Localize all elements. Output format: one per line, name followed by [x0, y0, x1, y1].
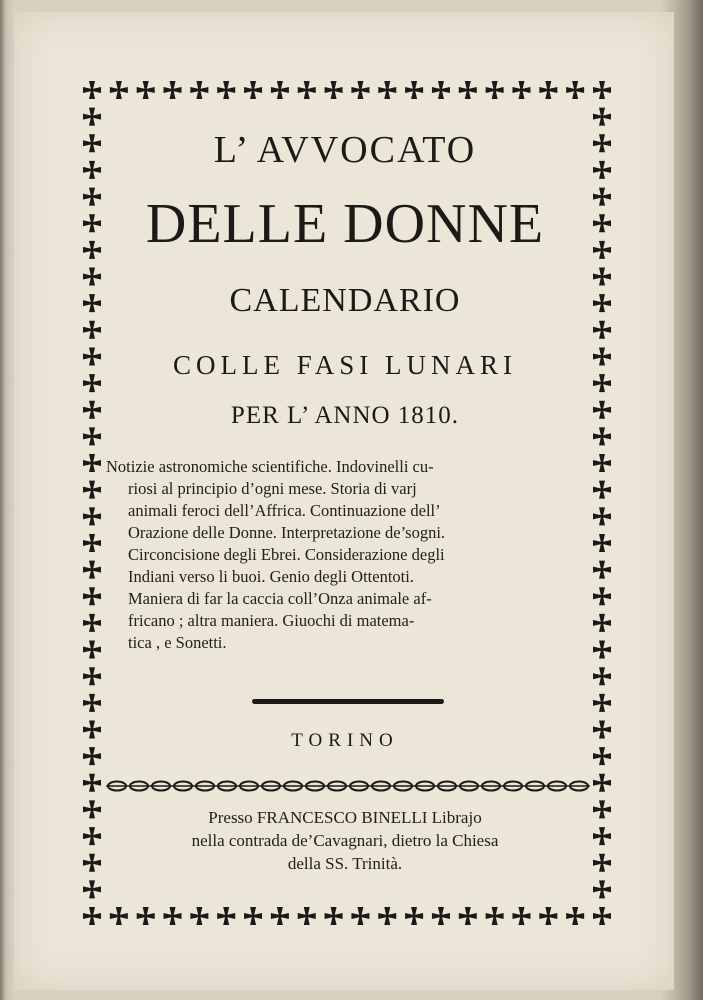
contents-line: Maniera di far la caccia coll’Onza animale af- — [128, 589, 432, 608]
cross-fleuron-icon — [593, 827, 611, 845]
cross-fleuron-icon — [83, 481, 101, 499]
cross-fleuron-icon — [83, 561, 101, 579]
cross-fleuron-icon — [459, 81, 477, 99]
cross-fleuron-icon — [593, 241, 611, 259]
cross-fleuron-icon — [593, 747, 611, 765]
cross-fleuron-icon — [217, 81, 235, 99]
cross-fleuron-icon — [486, 907, 504, 925]
cross-fleuron-icon — [83, 401, 101, 419]
title-line-5: PER L’ ANNO 1810. — [230, 402, 460, 429]
cross-fleuron-icon — [83, 161, 101, 179]
cross-fleuron-icon — [512, 81, 530, 99]
cross-fleuron-icon — [593, 481, 611, 499]
cross-fleuron-icon — [405, 907, 423, 925]
cross-fleuron-icon — [593, 161, 611, 179]
cross-fleuron-icon — [593, 294, 611, 312]
cross-fleuron-icon — [137, 81, 155, 99]
cross-fleuron-icon — [83, 614, 101, 632]
cross-fleuron-icon — [244, 81, 262, 99]
imprint-line: Presso FRANCESCO BINELLI Librajo — [208, 808, 482, 827]
imprint-line: nella contrada de’Cavagnari, dietro la Chiesa — [191, 831, 499, 850]
cross-fleuron-icon — [83, 854, 101, 872]
title-line-2: DELLE DONNE — [145, 193, 545, 255]
cross-fleuron-icon — [486, 81, 504, 99]
cross-fleuron-icon — [593, 214, 611, 232]
cross-fleuron-icon — [83, 641, 101, 659]
cross-fleuron-icon — [593, 427, 611, 445]
cross-fleuron-icon — [378, 81, 396, 99]
contents-line: riosi al principio d’ogni mese. Storia di varj — [128, 479, 417, 498]
cross-fleuron-icon — [566, 907, 584, 925]
contents-line: fricano ; altra maniera. Giuochi di matema- — [128, 611, 415, 630]
cross-fleuron-icon — [593, 561, 611, 579]
cross-fleuron-icon — [110, 907, 128, 925]
cross-fleuron-icon — [244, 907, 262, 925]
cross-fleuron-icon — [593, 401, 611, 419]
cross-fleuron-icon — [432, 81, 450, 99]
divider-rule — [252, 699, 444, 704]
cross-fleuron-icon — [271, 907, 289, 925]
cross-fleuron-icon — [83, 800, 101, 818]
cross-fleuron-icon — [83, 294, 101, 312]
cross-fleuron-icon — [539, 907, 557, 925]
cross-fleuron-icon — [110, 81, 128, 99]
title-line-1: L’ AVVOCATO — [213, 129, 477, 171]
cross-fleuron-icon — [459, 907, 477, 925]
cross-fleuron-icon — [432, 907, 450, 925]
cross-fleuron-icon — [593, 374, 611, 392]
cross-fleuron-icon — [271, 81, 289, 99]
imprint — [100, 806, 590, 875]
cross-fleuron-icon — [164, 81, 182, 99]
cross-fleuron-icon — [351, 907, 369, 925]
cross-fleuron-icon — [325, 907, 343, 925]
title-line-3: CALENDARIO — [229, 282, 461, 319]
cross-fleuron-icon — [83, 188, 101, 206]
cross-fleuron-icon — [190, 81, 208, 99]
cross-fleuron-icon — [83, 694, 101, 712]
cross-fleuron-icon — [593, 534, 611, 552]
cross-fleuron-icon — [593, 907, 611, 925]
cross-fleuron-icon — [593, 880, 611, 898]
cross-fleuron-icon — [405, 81, 423, 99]
contents-line: Circoncisione degli Ebrei. Considerazione degli — [128, 545, 445, 564]
cross-fleuron-icon — [593, 854, 611, 872]
cross-fleuron-icon — [593, 667, 611, 685]
cross-fleuron-icon — [325, 81, 343, 99]
cross-fleuron-icon — [190, 907, 208, 925]
cross-fleuron-icon — [83, 454, 101, 472]
cross-fleuron-icon — [83, 374, 101, 392]
cross-fleuron-icon — [593, 454, 611, 472]
cross-fleuron-icon — [83, 268, 101, 286]
cross-fleuron-icon — [298, 907, 316, 925]
cross-fleuron-icon — [83, 108, 101, 126]
cross-fleuron-icon — [83, 347, 101, 365]
cross-fleuron-icon — [83, 880, 101, 898]
cross-fleuron-icon — [164, 907, 182, 925]
title-line-4: COLLE FASI LUNARI — [173, 350, 517, 380]
contents-line: Indiani verso li buoi. Genio degli Ottentoti. — [128, 567, 414, 586]
cross-fleuron-icon — [378, 907, 396, 925]
imprint-line: della SS. Trinità. — [287, 854, 403, 873]
contents-line: Orazione delle Donne. Interpretazione de’sogni. — [128, 523, 446, 542]
cross-fleuron-icon — [593, 268, 611, 286]
cross-fleuron-icon — [83, 427, 101, 445]
cross-fleuron-icon — [83, 587, 101, 605]
cross-fleuron-icon — [83, 321, 101, 339]
cross-fleuron-icon — [593, 108, 611, 126]
cross-fleuron-icon — [593, 347, 611, 365]
cross-fleuron-icon — [83, 827, 101, 845]
cross-fleuron-icon — [593, 134, 611, 152]
cross-fleuron-icon — [593, 720, 611, 738]
cross-fleuron-icon — [593, 321, 611, 339]
cross-fleuron-icon — [83, 134, 101, 152]
cross-fleuron-icon — [512, 907, 530, 925]
cross-fleuron-icon — [83, 774, 101, 792]
cross-fleuron-icon — [83, 907, 101, 925]
cross-fleuron-icon — [539, 81, 557, 99]
cross-fleuron-icon — [83, 214, 101, 232]
cross-fleuron-icon — [593, 800, 611, 818]
cross-fleuron-icon — [351, 81, 369, 99]
cross-fleuron-icon — [217, 907, 235, 925]
contents-line: Notizie astronomiche scientifiche. Indovinelli cu- — [106, 457, 434, 476]
cross-fleuron-icon — [593, 614, 611, 632]
cross-fleuron-icon — [137, 907, 155, 925]
cross-fleuron-icon — [593, 694, 611, 712]
cross-fleuron-icon — [298, 81, 316, 99]
city-name: TORINO — [291, 730, 399, 751]
contents-line: tica , e Sonetti. — [128, 633, 227, 652]
cross-fleuron-icon — [83, 720, 101, 738]
cross-fleuron-icon — [593, 774, 611, 792]
cross-fleuron-icon — [83, 667, 101, 685]
cross-fleuron-icon — [83, 241, 101, 259]
cross-fleuron-icon — [83, 534, 101, 552]
contents-paragraph — [106, 456, 590, 654]
chain-ornament — [106, 778, 590, 794]
cross-fleuron-icon — [83, 507, 101, 525]
contents-line: animali feroci dell’Affrica. Continuazione dell’ — [128, 501, 441, 520]
cross-fleuron-icon — [83, 81, 101, 99]
cross-fleuron-icon — [83, 747, 101, 765]
cross-fleuron-icon — [593, 507, 611, 525]
cross-fleuron-icon — [566, 81, 584, 99]
cross-fleuron-icon — [593, 188, 611, 206]
cross-fleuron-icon — [593, 587, 611, 605]
cross-fleuron-icon — [593, 641, 611, 659]
cross-fleuron-icon — [593, 81, 611, 99]
